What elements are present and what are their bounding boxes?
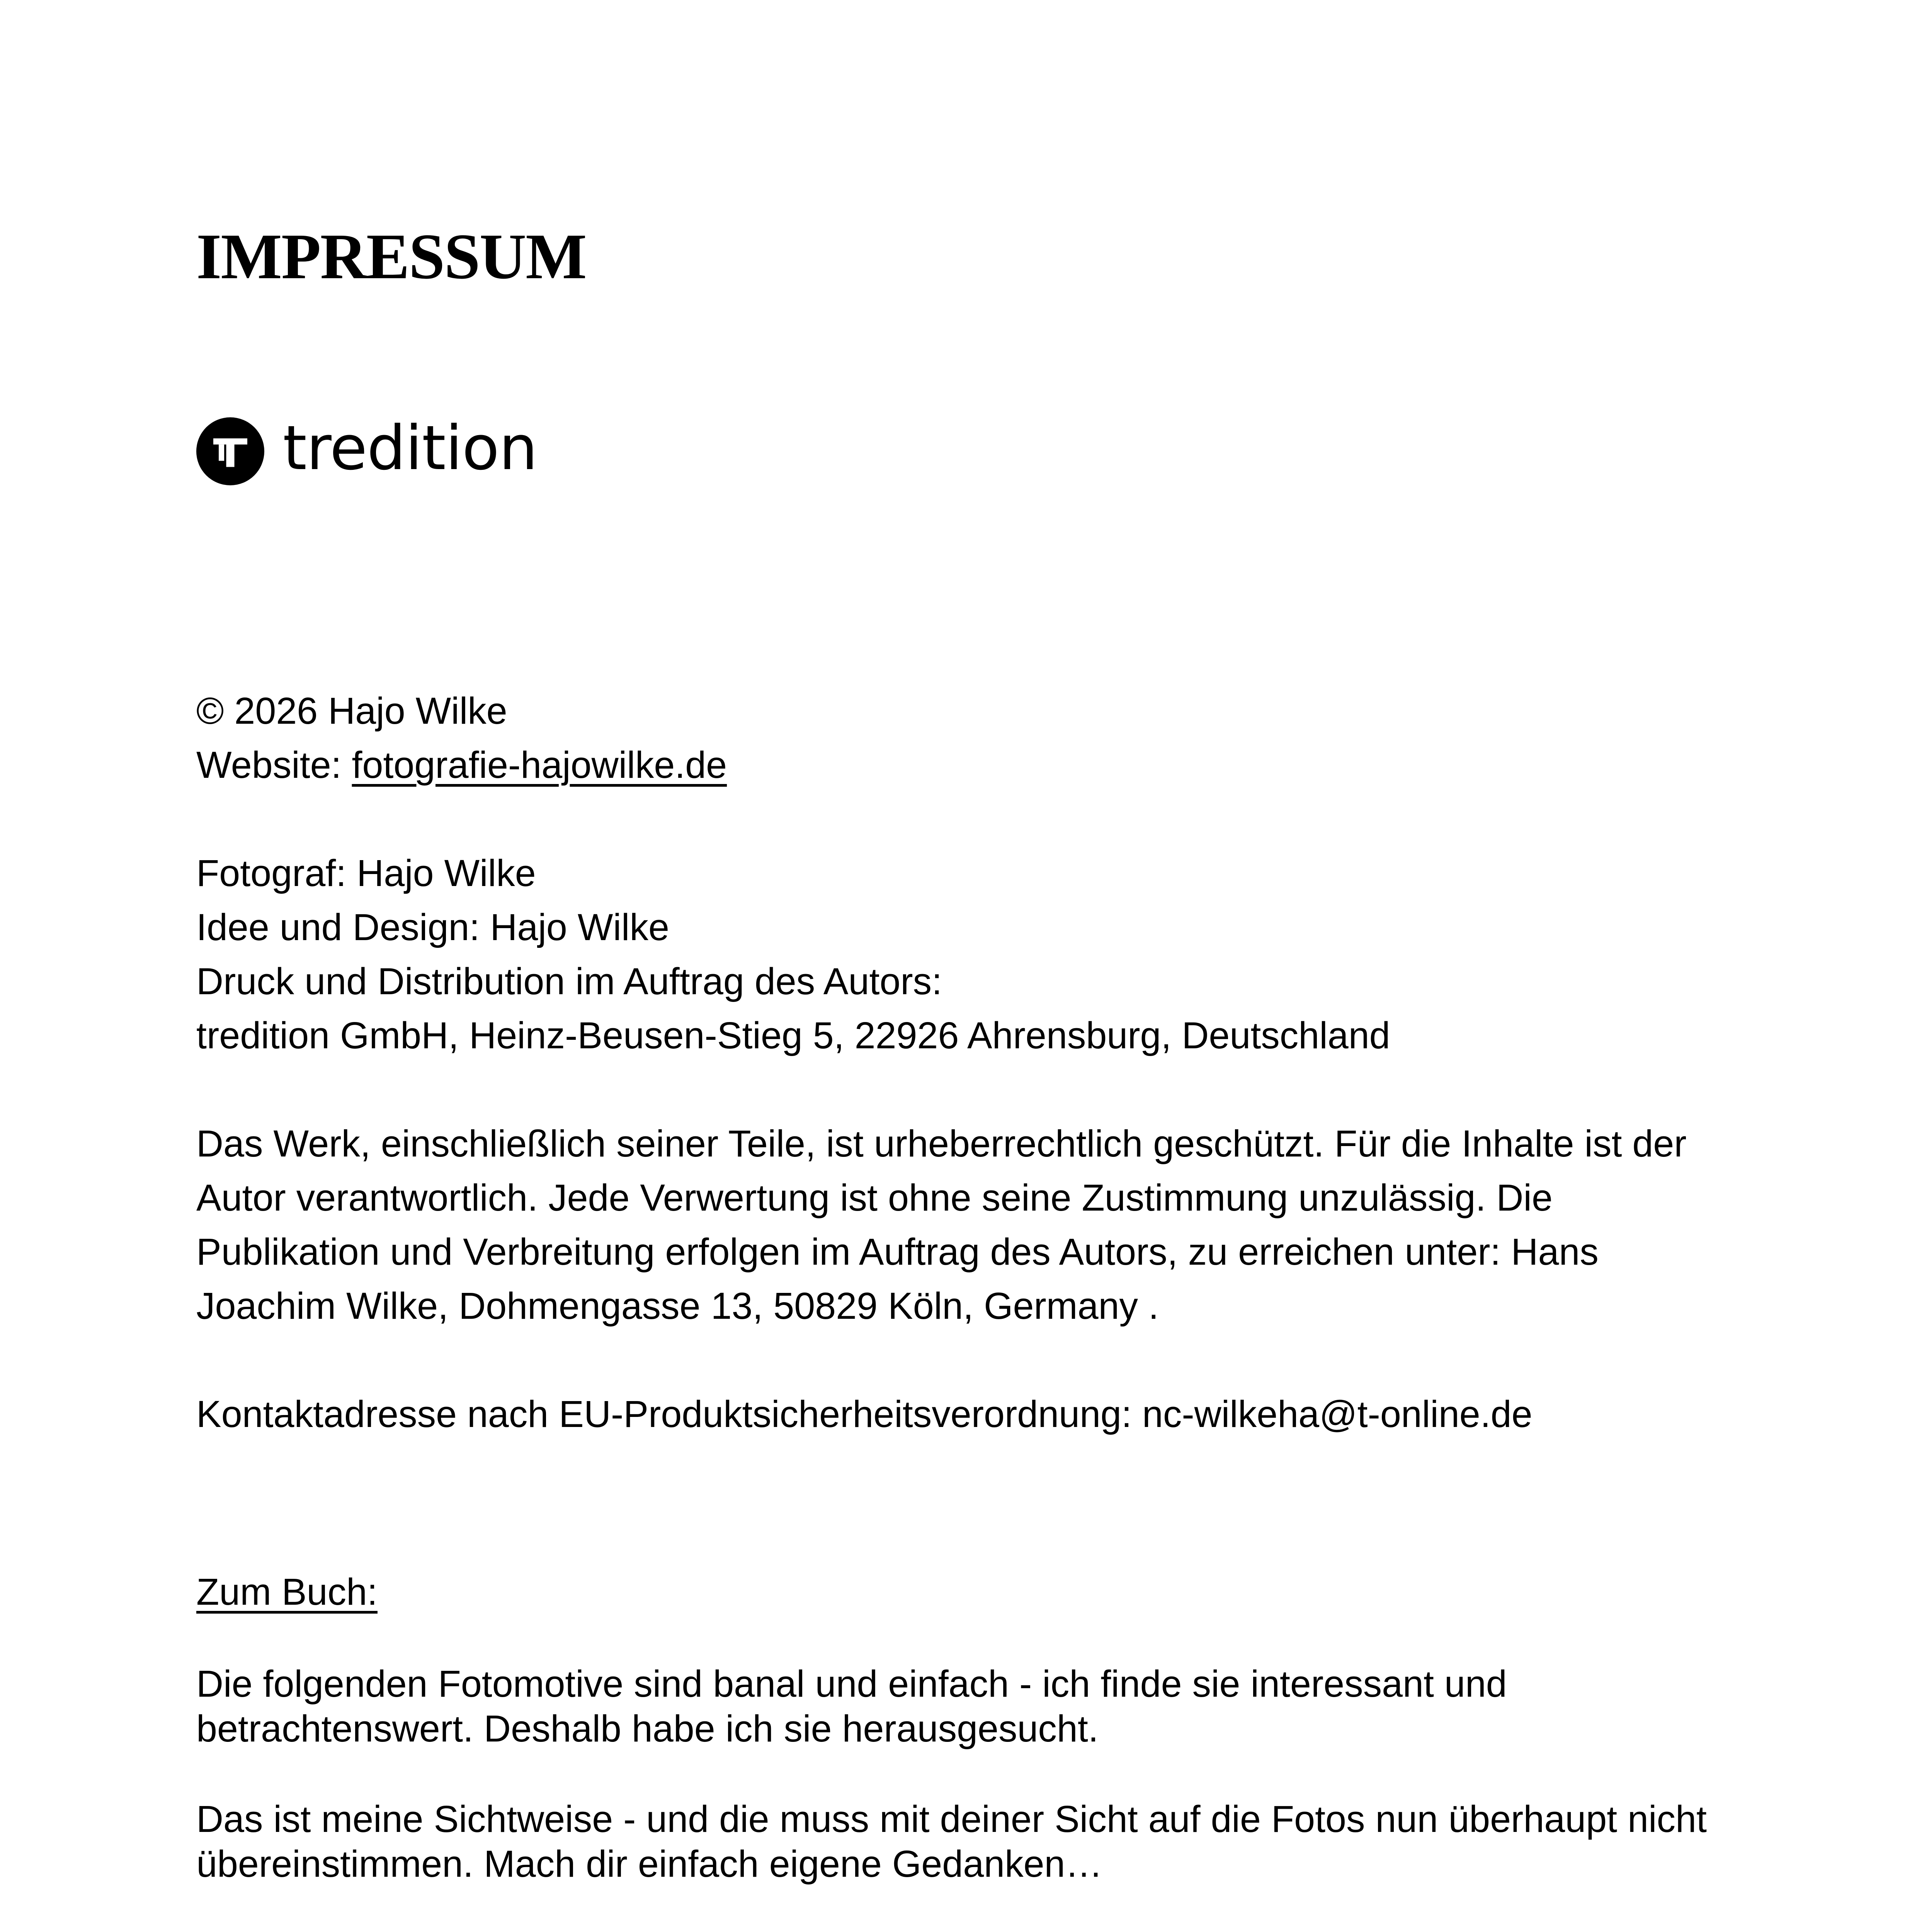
website-link[interactable]: fotografie-hajowilke.de	[352, 744, 727, 786]
website-label: Website:	[196, 744, 352, 786]
book-paragraph-1: Die folgenden Fotomotive sind banal und einfach - ich finde sie interessant und betrachtenswert. Deshalb habe ich sie herausgesucht.	[196, 1663, 1507, 1750]
credit-publisher-address: tredition GmbH, Heinz-Beusen-Stieg 5, 22926 Ahrensburg, Deutschland	[196, 1014, 1390, 1056]
publisher-logo-text: tredition	[283, 413, 538, 484]
copyright-line: © 2026 Hajo Wilke	[196, 690, 507, 732]
book-paragraph-2: Das ist meine Sichtweise - und die muss mit deiner Sicht auf die Fotos nun überhaupt nicht übereinstimmen. Mach dir einfach eigene Gedanken…	[196, 1798, 1707, 1885]
credit-photographer: Fotograf: Hajo Wilke	[196, 852, 536, 894]
tredition-logo-icon	[196, 417, 264, 485]
publisher-logo	[196, 413, 538, 486]
credit-distribution: Druck und Distribution im Auftrag des Autors:	[196, 960, 942, 1002]
contact-line: Kontaktadresse nach EU-Produktsicherheitsverordnung: nc-wilkeha@t-online.de	[196, 1393, 1533, 1435]
credit-design: Idee und Design: Hajo Wilke	[196, 906, 669, 948]
website-line	[196, 738, 727, 792]
legal-paragraph: Das Werk, einschließlich seiner Teile, ist urheberrechtlich geschützt. Für die Inhalte ist der Autor verantwortlich. Jede Verwertung ist ohne seine Zustimmung unzulässig. Die Publikation und Verbreitung erfolgen im Auftrag des Autors, zu erreichen unter: Hans Joachim Wilke, Dohmengasse 13, 50829 Köln, Germany .	[196, 1122, 1687, 1327]
page-title: IMPRESSUM	[196, 221, 586, 293]
book-section-heading: Zum Buch:	[196, 1571, 378, 1613]
